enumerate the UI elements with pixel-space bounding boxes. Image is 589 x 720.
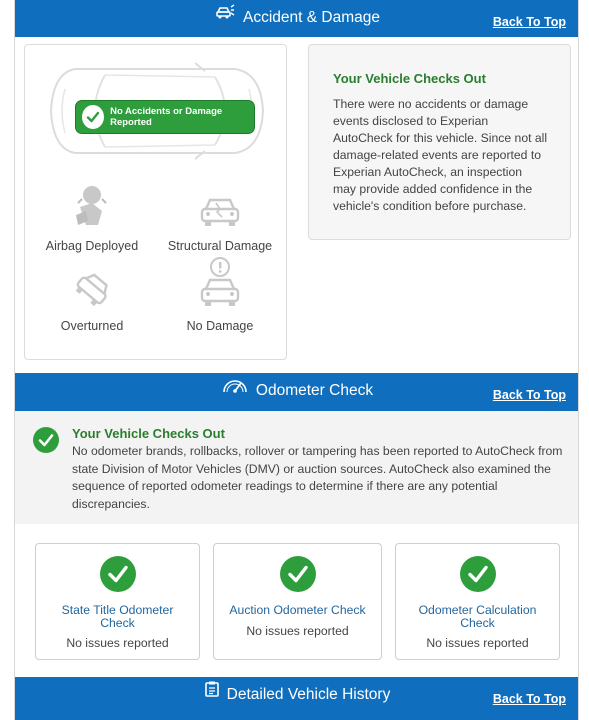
odometer-title: Odometer Check <box>255 382 374 399</box>
check-circle-icon <box>100 556 136 592</box>
car-crash-icon <box>215 0 235 34</box>
no-accidents-badge <box>75 100 255 134</box>
odometer-back-to-top-link[interactable]: Back To Top <box>492 388 566 402</box>
structural-damage-car-icon <box>198 195 242 229</box>
vehicle-history-header <box>15 677 579 720</box>
odometer-summary-text: No odometer brands, rollbacks, rollover or tampering has been reported to AutoCheck from state Division of Motor Vehicles (DMV) or auction sources. AutoCheck also examined the sequence of reported odometer readings to determine if there are any potential discrepancies. <box>72 444 563 511</box>
odometer-card-status: No issues reported <box>66 636 169 650</box>
airbag-icon <box>72 185 112 229</box>
damage-item-structural <box>155 195 285 253</box>
accident-info-text: There were no accidents or damage events disclosed to Experian AutoCheck for this vehicle. Since not all damage-related events are reported to Experian AutoCheck, an inspection may provide added confidence in the vehicle's condition before purchase. <box>333 97 548 213</box>
damage-item-label: Airbag Deployed <box>45 239 139 253</box>
odometer-card-title: Auction Odometer Check <box>229 603 366 617</box>
check-circle-icon <box>280 556 316 592</box>
accident-back-to-top-link[interactable]: Back To Top <box>492 15 566 29</box>
odometer-card-status: No issues reported <box>246 623 349 638</box>
check-circle-icon <box>33 427 59 453</box>
odometer-card-status: No issues reported <box>426 636 529 650</box>
odometer-header <box>15 373 579 411</box>
damage-item-label: Overturned <box>60 319 124 333</box>
accident-info-card <box>308 44 571 240</box>
odometer-card-calculation <box>395 543 560 660</box>
odometer-card-title: Odometer Calculation Check <box>418 603 537 630</box>
damage-item-label: Structural Damage <box>167 239 273 253</box>
odometer-card-auction <box>213 543 382 660</box>
damage-item-overturned <box>27 271 157 333</box>
report-frame <box>14 0 579 720</box>
accident-info-heading: Your Vehicle Checks Out <box>333 71 486 86</box>
speedometer-icon <box>222 371 248 407</box>
damage-item-no-damage <box>155 257 285 333</box>
check-circle-icon <box>460 556 496 592</box>
history-back-to-top-link[interactable]: Back To Top <box>492 692 566 706</box>
damage-item-label: No Damage <box>186 319 254 333</box>
clipboard-icon <box>205 675 219 711</box>
accident-overview-card <box>24 44 287 360</box>
no-accidents-badge-text: No Accidents or Damage Reported <box>110 106 223 128</box>
damage-item-airbag <box>27 185 157 253</box>
odometer-summary <box>15 411 579 524</box>
check-icon <box>82 105 104 129</box>
accident-damage-title: Accident & Damage <box>243 9 380 26</box>
overturned-car-icon <box>72 271 112 309</box>
odometer-heading: Your Vehicle Checks Out <box>72 426 225 441</box>
no-damage-car-icon <box>197 257 243 309</box>
odometer-card-title: State Title Odometer Check <box>61 603 174 630</box>
odometer-card-state-title <box>35 543 200 660</box>
vehicle-history-title: Detailed Vehicle History <box>226 686 391 703</box>
accident-damage-header <box>15 0 579 37</box>
